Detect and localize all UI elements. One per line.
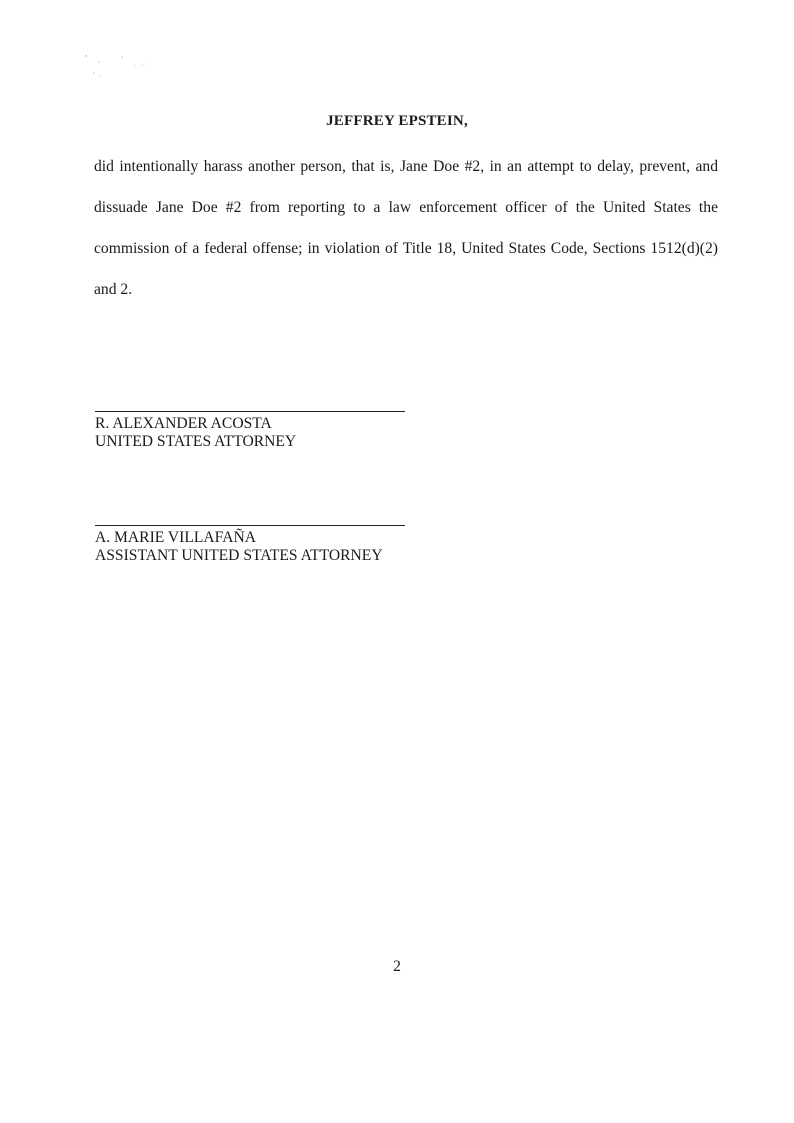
signature-block-us-attorney <box>95 411 405 451</box>
charge-paragraph: did intentionally harass another person, that is, Jane Doe #2, in an attempt to delay, prevent, and dissuade Jane Doe #2 from reporting to a law enforcement officer of the United States the commission of a federal offense; in violation of Title 18, United States Code, Sections 1512(d)(2) and 2. <box>94 158 718 298</box>
signatory-title: ASSISTANT UNITED STATES ATTORNEY <box>95 547 383 564</box>
signatory-name: A. MARIE VILLAFAÑA <box>95 529 256 546</box>
signatory-name: R. ALEXANDER ACOSTA <box>95 415 272 432</box>
defendant-heading: JEFFREY EPSTEIN, <box>326 113 468 129</box>
signature-line <box>95 525 405 526</box>
signature-block-assistant-us-attorney <box>95 525 405 565</box>
page-number: 2 <box>393 958 401 975</box>
signatory-title: UNITED STATES ATTORNEY <box>95 433 297 450</box>
signature-line <box>95 411 405 412</box>
scan-artifact-marks <box>80 52 170 82</box>
